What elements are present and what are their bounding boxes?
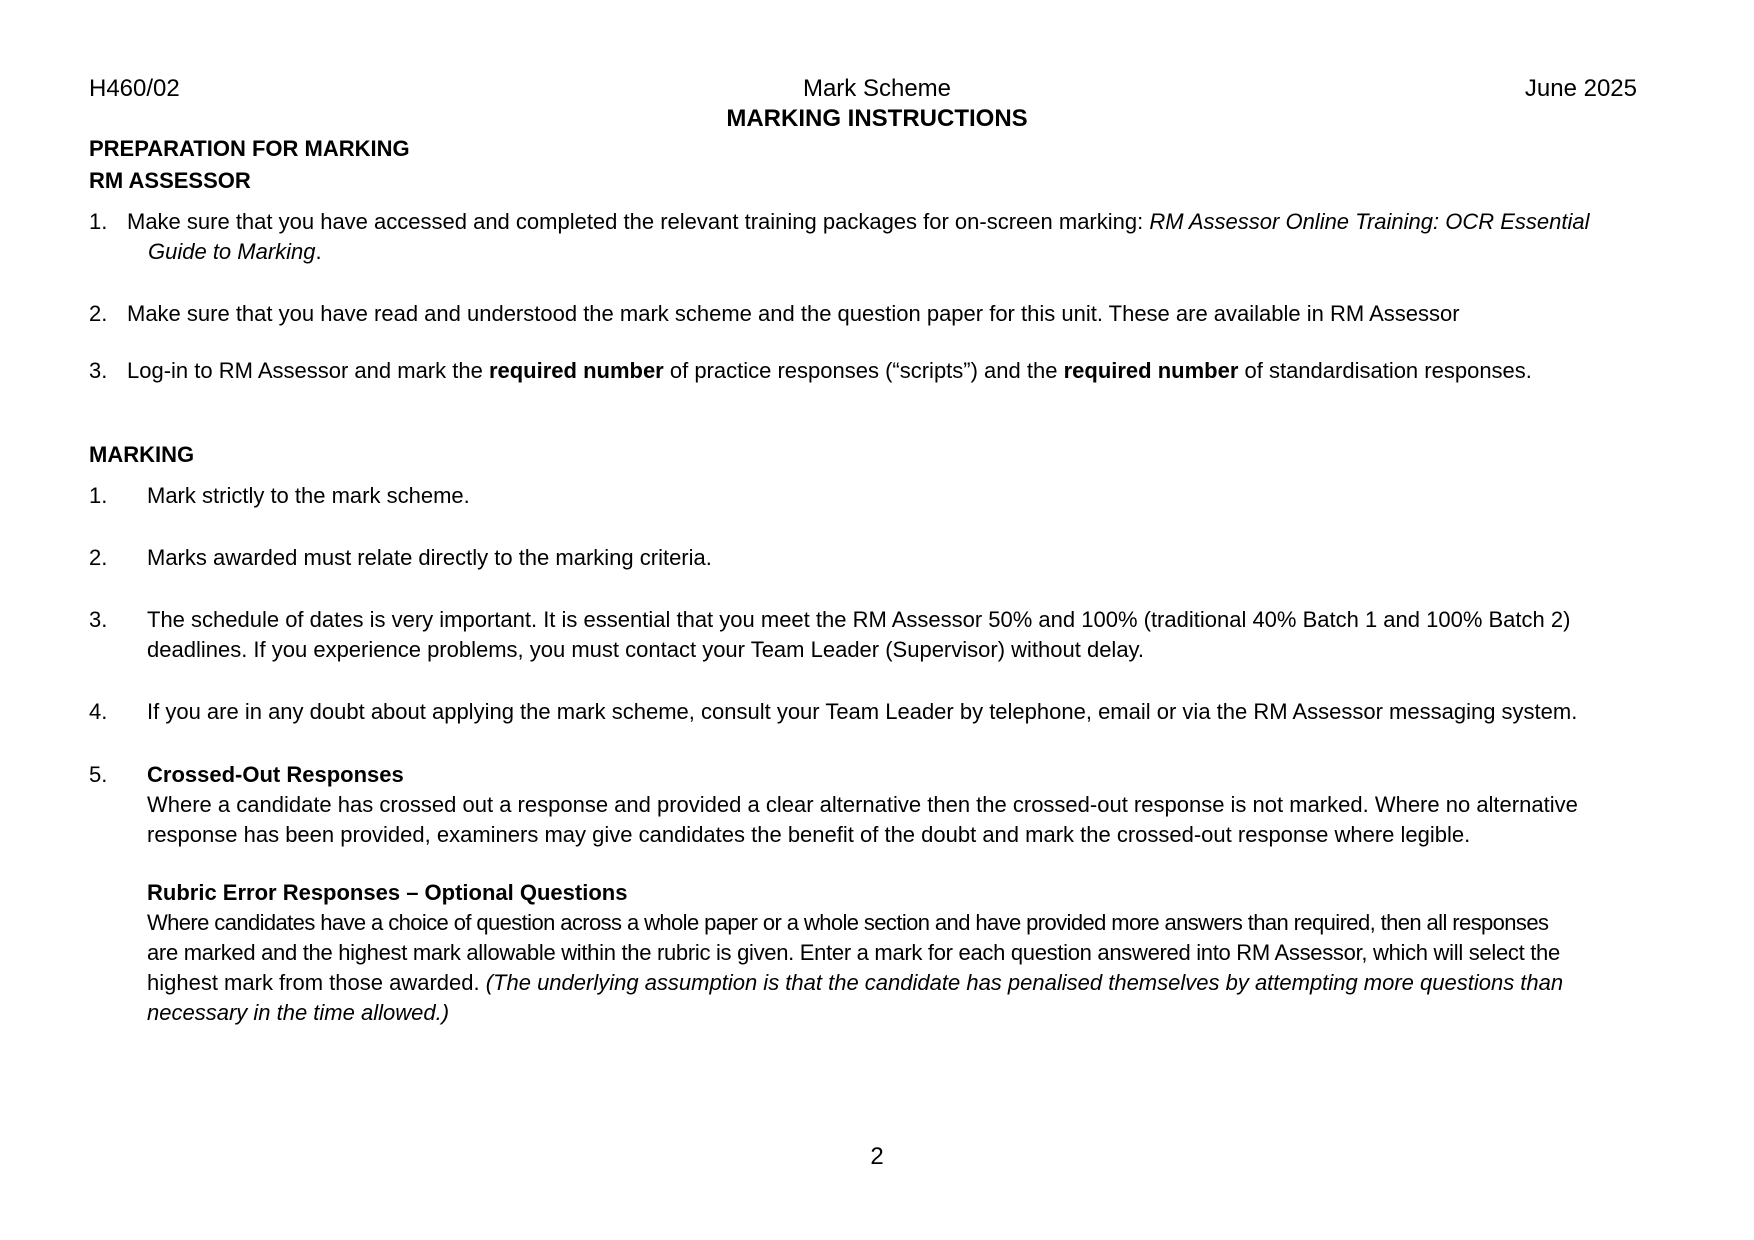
paper-code: H460/02 (89, 75, 180, 102)
marking-item-2 (89, 543, 1689, 573)
prep-item-text-cont: Guide to Marking. (148, 239, 322, 264)
marking-item-number: 2. (89, 545, 108, 570)
main-title: MARKING INSTRUCTIONS (726, 105, 1028, 132)
marking-item-body (147, 760, 1667, 1028)
marking-item-text: Mark strictly to the mark scheme. (147, 483, 470, 508)
prep-item-3 (89, 356, 1679, 386)
document-date: June 2025 (1524, 75, 1637, 102)
rubric-error-text: are marked and the highest mark allowable within the rubric is given. Enter a mark for each question answered into RM Assessor, which will select the (147, 940, 1560, 965)
rm-assessor-subheading: RM ASSESSOR (89, 168, 251, 193)
prep-item-text: Make sure that you have read and understood the mark scheme and the question paper for this unit. These are available in RM Assessor (127, 301, 1460, 326)
marking-item-text: Marks awarded must relate directly to the marking criteria. (147, 545, 712, 570)
document-title: Mark Scheme (802, 75, 952, 102)
prep-item-number: 2. (89, 301, 108, 326)
prep-item-text: Log-in to RM Assessor and mark the required number of practice responses (“scripts”) and the required number of standardisation responses. (127, 358, 1532, 383)
rubric-error-text: highest mark from those awarded. (The underlying assumption is that the candidate has penalised themselves by attempting more questions than (147, 970, 1564, 995)
prep-item-text: Make sure that you have accessed and completed the relevant training packages for on-screen marking: RM Assessor Online Training: OCR Essential (127, 209, 1590, 234)
prep-item-number: 3. (89, 358, 108, 383)
marking-item-4 (89, 697, 1689, 727)
marking-item-1 (89, 481, 1689, 511)
rubric-error-title: Rubric Error Responses – Optional Questions (147, 880, 628, 905)
rubric-error-text: necessary in the time allowed.) (147, 1000, 450, 1025)
marking-item-number: 5. (89, 762, 108, 787)
marking-item-text: If you are in any doubt about applying the mark scheme, consult your Team Leader by telephone, email or via the RM Assessor messaging system. (147, 699, 1578, 724)
preparation-heading: PREPARATION FOR MARKING (89, 136, 410, 161)
marking-item-number: 3. (89, 607, 108, 632)
marking-item-5 (89, 760, 1689, 1028)
prep-item-2 (89, 299, 1679, 329)
marking-item-3 (89, 605, 1689, 665)
prep-item-number: 1. (89, 209, 108, 234)
crossed-out-title: Crossed-Out Responses (147, 762, 404, 787)
marking-item-text: The schedule of dates is very important. It is essential that you meet the RM Assessor 50% and 100% (traditional 40% Batch 1 and 100% Batch 2) deadlines. If you experience problems, you must contact your Team Leader (Supervisor) without delay. (147, 607, 1571, 662)
prep-item-1 (89, 207, 1679, 267)
marking-item-number: 1. (89, 483, 108, 508)
crossed-out-text: response has been provided, examiners may give candidates the benefit of the doubt and mark the crossed-out response where legible. (147, 822, 1471, 847)
marking-item-number: 4. (89, 699, 108, 724)
crossed-out-text: Where a candidate has crossed out a response and provided a clear alternative then the crossed-out response is not marked. Where no alternative (147, 792, 1578, 817)
rubric-error-text: Where candidates have a choice of question across a whole paper or a whole section and have provided more answers than required, then all responses (147, 910, 1549, 935)
marking-heading: MARKING (89, 442, 195, 467)
page-number: 2 (870, 1143, 884, 1170)
